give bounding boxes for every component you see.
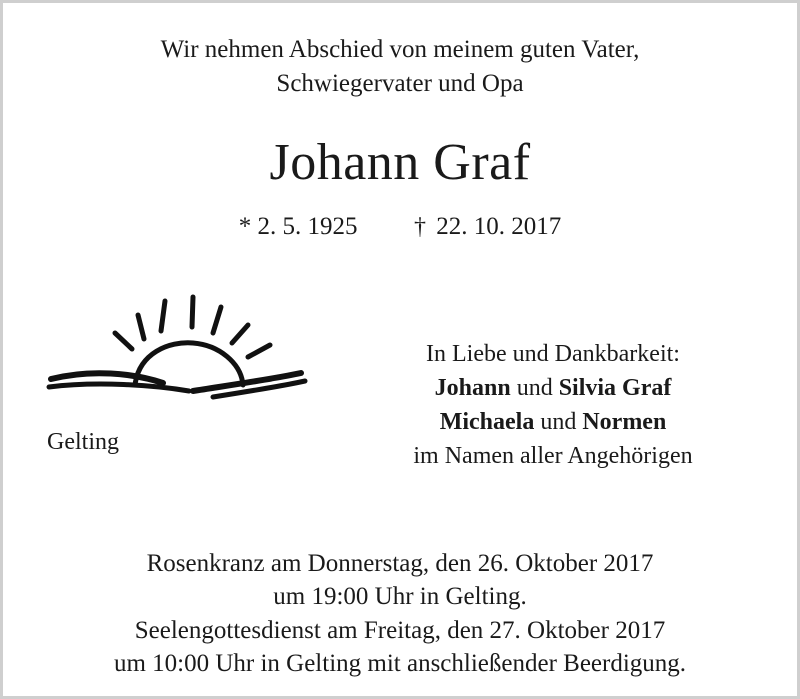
dedication-line-1: In Liebe und Dankbarkeit:	[426, 341, 680, 367]
service-line-4: um 10:00 Uhr in Gelting mit anschließender Beerdigung.	[113, 649, 687, 677]
conjunction-2: und	[534, 409, 583, 436]
mourner-michaela: Michaela	[439, 409, 535, 436]
service-line-1: Rosenkranz am Donnerstag, den 26. Oktober 2017	[146, 550, 654, 577]
mourner-johann: Johann	[434, 375, 511, 402]
deceased-name: Johann Graf	[269, 134, 531, 191]
service-details	[3, 547, 797, 680]
rising-sun-icon	[43, 287, 343, 417]
service-line-2: um 19:00 Uhr in Gelting.	[273, 583, 527, 611]
conjunction-1: und	[510, 375, 559, 402]
middle-section	[3, 287, 797, 487]
intro-line-1: Wir nehmen Abschied von meinem guten Vater,	[160, 36, 640, 63]
dedication-block	[343, 337, 763, 473]
dedication-line-2	[343, 371, 763, 405]
mourner-silvia-graf: Silvia Graf	[558, 375, 672, 402]
service-line-3: Seelengottesdienst am Freitag, den 27. Oktober 2017	[134, 616, 666, 644]
birth-date: 2. 5. 1925	[257, 213, 358, 240]
birth-symbol: *	[238, 213, 252, 240]
place-label: Gelting	[47, 429, 119, 455]
dedication-line-4: im Namen aller Angehörigen	[413, 443, 693, 470]
cross-dagger-icon: †	[414, 214, 426, 240]
life-dates	[3, 213, 797, 241]
intro-line-2: Schwiegervater und Opa	[276, 70, 524, 97]
dedication-line-3	[343, 405, 763, 439]
mourner-normen: Normen	[582, 409, 667, 436]
intro-text	[3, 33, 797, 101]
death-date: 22. 10. 2017	[436, 213, 562, 240]
